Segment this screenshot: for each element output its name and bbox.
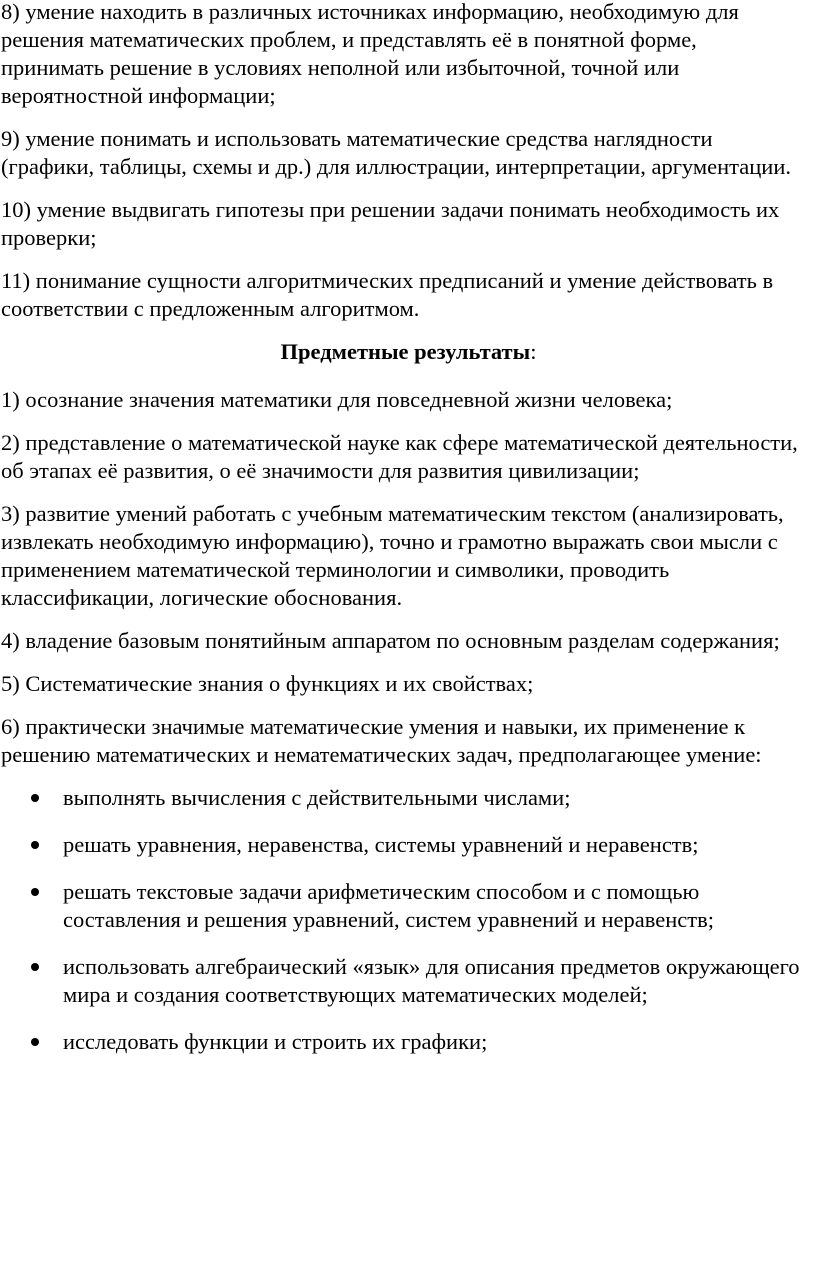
bullet-item xyxy=(1,831,803,859)
skills-bullet-list xyxy=(1,784,816,1056)
section-heading xyxy=(1,338,816,366)
bullet-item xyxy=(1,953,803,1009)
paragraph-item-9: 9) умение понимать и использовать математические средства наглядности (графики, таблицы, схемы и др.) для иллюстрации, интерпретации, аргументации. xyxy=(1,126,791,179)
subject-result-3: 3) развитие умений работать с учебным математическим текстом (анализировать, извлекать необходимую информацию), точно и грамотно выражать свои мысли с применением математической терминологии и символики, проводить классификации, логические обоснования. xyxy=(1,501,784,610)
bullet-text: выполнять вычисления с действительными числами; xyxy=(63,785,571,810)
bullet-text: решать уравнения, неравенства, системы уравнений и неравенств; xyxy=(63,832,699,857)
bullet-item xyxy=(1,878,803,934)
bullet-icon xyxy=(31,841,39,849)
bullet-icon xyxy=(31,888,39,896)
subject-result-5: 5) Систематические знания о функциях и их свойствах; xyxy=(1,671,534,696)
bullet-item xyxy=(1,1028,803,1056)
bullet-icon xyxy=(31,1038,39,1046)
subject-result-2: 2) представление о математической науке как сфере математической деятельности, об этапах её развития, о её значимости для развития цивилизации; xyxy=(1,430,798,483)
subject-result-4: 4) владение базовым понятийным аппаратом по основным разделам содержания; xyxy=(1,628,780,653)
bullet-icon xyxy=(31,794,39,802)
bullet-icon xyxy=(31,963,39,971)
section-heading-colon: : xyxy=(530,339,537,364)
paragraph-item-11: 11) понимание сущности алгоритмических предписаний и умение действовать в соответствии с предложенным алгоритмом. xyxy=(1,268,774,321)
bullet-text: решать текстовые задачи арифметическим способом и с помощью составления и решения уравнений, систем уравнений и неравенств; xyxy=(63,879,714,932)
bullet-text: использовать алгебраический «язык» для описания предметов окружающего мира и создания соответствующих математических моделей; xyxy=(63,954,800,1007)
paragraph-item-8: 8) умение находить в различных источниках информацию, необходимую для решения математических проблем, и представлять её в понятной форме, принимать решение в условиях неполной или избыточной, точной или вероятностной информации; xyxy=(1,0,739,108)
bullet-text: исследовать функции и строить их графики; xyxy=(63,1029,488,1054)
bullet-item xyxy=(1,784,803,812)
section-heading-title: Предметные результаты xyxy=(280,339,531,364)
subject-result-1: 1) осознание значения математики для повседневной жизни человека; xyxy=(1,387,673,412)
paragraph-item-10: 10) умение выдвигать гипотезы при решении задачи понимать необходимость их проверки; xyxy=(1,197,780,250)
subject-result-6: 6) практически значимые математические умения и навыки, их применение к решению математических и нематематических задач, предполагающее умение: xyxy=(1,714,762,767)
